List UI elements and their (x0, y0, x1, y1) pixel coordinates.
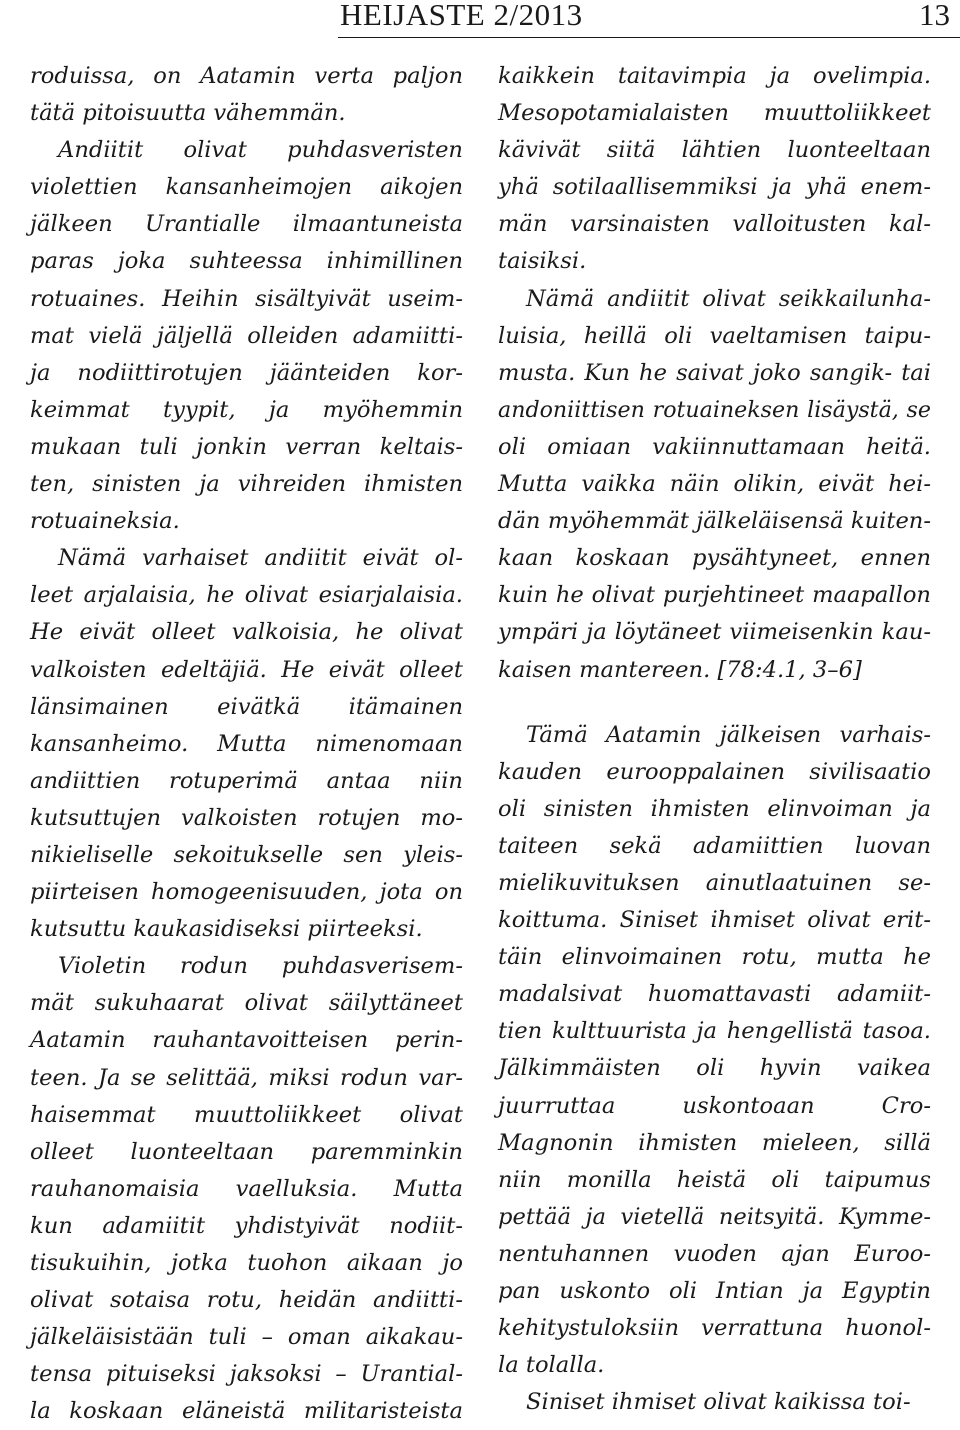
text-line: rauhanomaisia vaelluksia. Mutta (30, 1175, 463, 1202)
text-line: kauden eurooppalainen sivilisaatio (498, 758, 931, 785)
text-line: olleet luonteeltaan paremminkin (30, 1138, 463, 1165)
publication-title: HEIJASTE 2/2013 (340, 0, 583, 32)
text-line: Aatamin rauhantavoitteisen perin- (30, 1027, 463, 1054)
paragraph (30, 948, 463, 1430)
text-line: kun adamiitit yhdistyivät nodiit- (30, 1212, 463, 1239)
text-line: taiteen sekä adamiittien luovan (498, 832, 931, 859)
text-line: kaisen mantereen. [78:4.1, 3–6] (498, 656, 862, 683)
paragraph (30, 132, 463, 540)
text-line: pan uskonto oli Intian ja Egyptin (498, 1278, 931, 1304)
text-line: tätä pitoisuutta vähemmän. (30, 100, 346, 127)
text-line: Tämä Aatamin jälkeisen varhais- (526, 721, 931, 748)
text-line: teen. Ja se selittää, miksi rodun var- (30, 1064, 463, 1091)
text-line: ympäri ja löytäneet viimeisenkin kau- (498, 619, 931, 646)
text-line: Nämä varhaiset andiitit eivät ol- (58, 545, 463, 572)
text-line: Mutta vaikka näin olikin, eivät hei- (498, 471, 931, 498)
text-line: tensa pituiseksi jaksoksi – Urantial- (30, 1361, 463, 1388)
text-line: He eivät olleet valkoisia, he olivat (30, 619, 463, 646)
text-line: musta. Kun he saivat joko sangik- tai (498, 359, 931, 386)
text-line: haisemmat muuttoliikkeet olivat (30, 1101, 463, 1128)
text-line: ja nodiittirotujen jäänteiden kor- (30, 359, 463, 386)
text-line: olivat sotaisa rotu, heidän andiitti- (30, 1287, 463, 1314)
text-line: länsimainen eivätkä itämainen (30, 693, 463, 720)
paragraph (498, 717, 931, 1385)
text-line: la tolalla. (498, 1352, 605, 1379)
text-line: keimmat tyypit, ja myöhemmin (30, 396, 463, 423)
text-line: kuin he olivat purjehtineet maapallon (498, 582, 931, 609)
text-line: oli sinisten ihmisten elinvoiman ja (498, 795, 931, 822)
text-line: roduissa, on Aatamin verta paljon (30, 63, 463, 89)
text-line: tien kulttuurista ja hengellistä tasoa. (498, 1018, 931, 1045)
text-line: Mesopotamialaisten muuttoliikkeet (498, 100, 931, 127)
page-number: 13 (919, 0, 950, 32)
text-line: Siniset ihmiset olivat kaikissa toi- (526, 1389, 911, 1416)
text-line: jälkeläisistään tuli – oman aikakau- (30, 1324, 463, 1351)
text-line: täin elinvoimainen rotu, mutta he (498, 944, 931, 971)
text-line: Magnonin ihmisten mieleen, sillä (498, 1129, 931, 1156)
paragraph (30, 58, 463, 132)
text-line: la koskaan eläneistä militaristeista (30, 1398, 463, 1425)
text-line: paras joka suhteessa inhimillinen (30, 248, 463, 275)
text-line: kansanheimo. Mutta nimenomaan (30, 730, 463, 757)
text-line: luisia, heillä oli vaeltamisen taipu- (498, 322, 931, 349)
text-line: män varsinaisten valloitusten kal- (498, 211, 931, 238)
text-line: kaan koskaan pysähtyneet, ennen (498, 545, 931, 572)
text-line: nentuhannen vuoden ajan Euroo- (498, 1240, 931, 1267)
text-line: pettää ja vietellä neitsyitä. Kymme- (498, 1203, 931, 1230)
text-line: violettien kansanheimojen aikojen (30, 174, 463, 201)
text-line: juurruttaa uskontoaan Cro- (498, 1092, 931, 1119)
text-line: kehitystuloksiin verrattuna huonol- (498, 1315, 931, 1342)
text-line: andiittien rotuperimä antaa niin (30, 767, 463, 794)
paragraph (498, 1384, 931, 1421)
text-line: niin monilla heistä oli taipumus (498, 1166, 931, 1193)
text-line: kutsuttujen valkoisten rotujen mo- (30, 804, 463, 831)
text-line: kutsuttu kaukasidiseksi piirteeksi. (30, 916, 423, 943)
text-line: madalsivat huomattavasti adamiit- (498, 981, 931, 1008)
text-line: mielikuvituksen ainutlaatuinen se- (498, 869, 931, 896)
left-column (30, 58, 463, 1430)
text-line: mät sukuhaarat olivat säilyttäneet (30, 990, 463, 1017)
text-line: mat vielä jäljellä olleiden adamiitti- (30, 322, 463, 349)
paragraph (498, 281, 931, 689)
text-line: Violetin rodun puhdasverisem- (58, 953, 463, 980)
text-line: nikieliselle sekoitukselle sen yleis- (30, 841, 463, 868)
right-column (498, 58, 931, 1421)
text-line: Nämä andiitit olivat seikkailunha- (526, 285, 931, 312)
text-line: andoniittisen rotuaineksen lisäystä, se (498, 396, 931, 423)
text-line: kävivät siitä lähtien luonteeltaan (498, 137, 931, 164)
text-line: valkoisten edeltäjiä. He eivät olleet (30, 656, 463, 683)
text-line: yhä sotilaallisemmiksi ja yhä enem- (498, 174, 931, 201)
text-line: leet arjalaisia, he olivat esiarjalaisia. (30, 582, 463, 609)
text-line: taisiksi. (498, 248, 587, 275)
paragraph (498, 58, 931, 281)
text-line: rotuaines. Heihin sisältyivät useim- (30, 285, 463, 312)
text-line: kaikkein taitavimpia ja ovelimpia. (498, 63, 931, 89)
text-line: dän myöhemmät jälkeläisensä kuiten- (498, 508, 931, 535)
text-line: oli omiaan vakiinnuttamaan heitä. (498, 433, 931, 460)
text-line: tisukuihin, jotka tuohon aikaan jo (30, 1250, 463, 1276)
text-line: koittuma. Siniset ihmiset olivat erit- (498, 907, 931, 934)
header-rule (338, 37, 960, 38)
text-line: Jälkimmäisten oli hyvin vaikea (498, 1055, 931, 1082)
text-line: ten, sinisten ja vihreiden ihmisten (30, 471, 463, 498)
page-header (0, 0, 960, 38)
text-line: Andiitit olivat puhdasveristen (58, 137, 463, 164)
paragraph (30, 540, 463, 948)
text-line: piirteisen homogeenisuuden, jota on (30, 879, 463, 906)
section-gap (498, 689, 931, 717)
text-line: rotuaineksia. (30, 508, 180, 535)
text-line: mukaan tuli jonkin verran keltais- (30, 433, 463, 460)
text-line: jälkeen Urantialle ilmaantuneista (30, 211, 463, 238)
